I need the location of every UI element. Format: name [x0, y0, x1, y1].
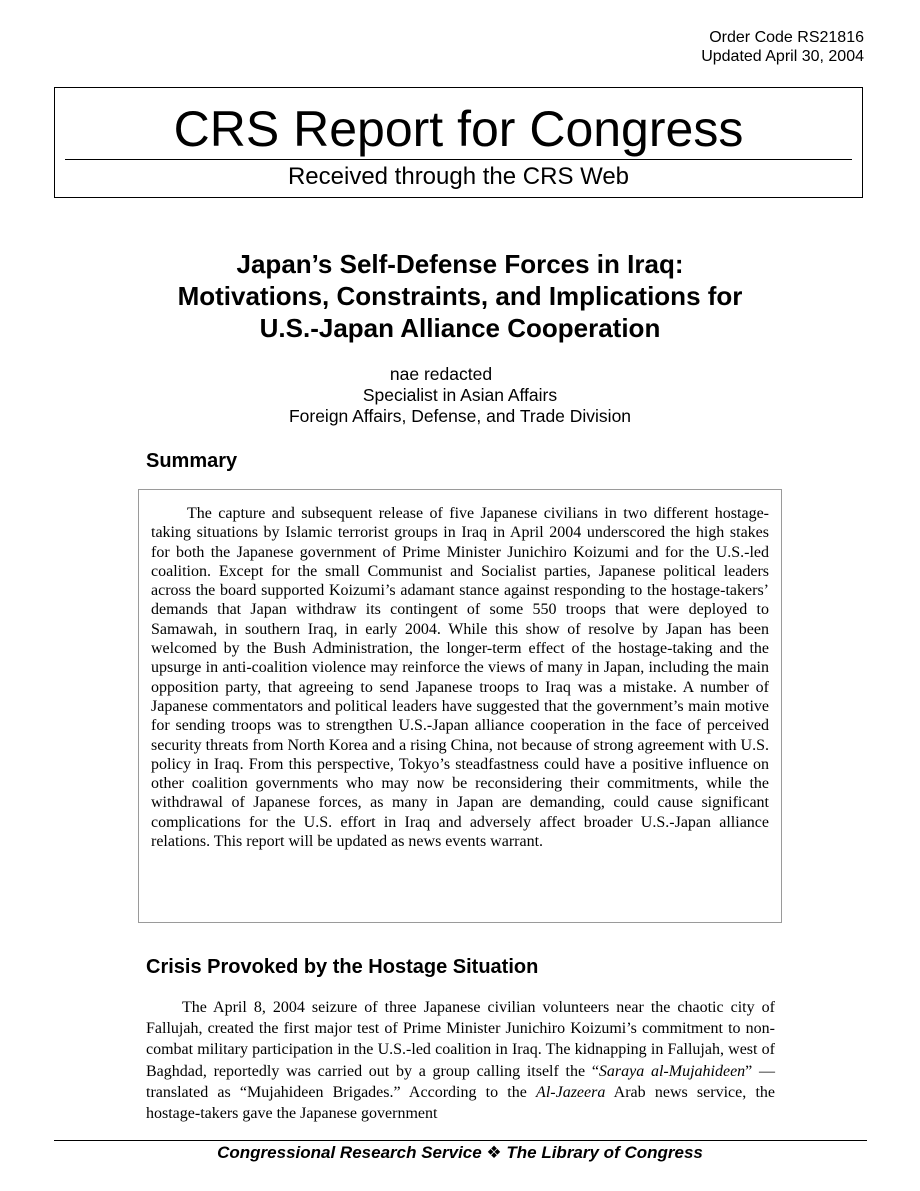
report-title: [60, 248, 860, 344]
report-title-line: Japan’s Self-Defense Forces in Iraq:: [236, 249, 684, 279]
crisis-text-part: ” — translated as “Mujahideen Brigades.” According to the: [146, 1062, 775, 1101]
order-code-block: [701, 28, 864, 66]
author-division: Foreign Affairs, Defense, and Trade Division: [288, 406, 632, 426]
footer-divider: [54, 1140, 867, 1141]
footer-text: Congressional Research Service ❖ The Library of Congress: [217, 1143, 703, 1162]
summary-heading: Summary: [146, 450, 238, 472]
updated-date: Updated April 30, 2004: [701, 48, 864, 65]
crisis-paragraph: [146, 997, 775, 1124]
summary-box: [138, 489, 782, 923]
crisis-text-part: Arab news service, the hostage-takers gave the Japanese government: [146, 1083, 775, 1123]
report-banner: [54, 87, 863, 198]
crisis-heading: Crisis Provoked by the Hostage Situation: [146, 956, 539, 978]
author-position: Specialist in Asian Affairs: [362, 385, 558, 405]
report-title-line: Motivations, Constraints, and Implications for: [177, 281, 743, 311]
banner-title: CRS Report for Congress: [173, 101, 744, 157]
banner-divider: [65, 159, 852, 160]
order-code: Order Code RS21816: [709, 29, 864, 46]
crisis-text-part: The April 8, 2004 seizure of three Japanese civilian volunteers near the chaotic city of Fallujah, created the first major test of Prime Minister Junichiro Koizumi’s commitment to non-combat military participation in the U.S.-led coalition in Iraq. The kidnapping in Fallujah, west of Baghdad, reportedly was carried out by a group calling itself the “: [146, 999, 775, 1080]
group-name: Saraya al-Mujahideen: [598, 1062, 746, 1080]
news-service-name: Al-Jazeera: [536, 1083, 606, 1101]
summary-text: The capture and subsequent release of five Japanese civilians in two different hostage-taking situations by Islamic terrorist groups in Iraq in April 2004 underscored the high stakes for both the Japanese government of Prime Minister Junichiro Koizumi and for the U.S.-led coalition. Except for the small Communist and Socialist parties, Japanese political leaders across the board supported Koizumi’s adamant stance against responding to the hostage-takers’ demands that Japan withdraw its contingent of some 550 troops that were deployed to Samawah, in southern Iraq, in early 2004. While this show of resolve by Japan has been welcomed by the Bush Administration, the longer-term effect of the hostage-taking and the upsurge in anti-coalition violence may reinforce the views of many in Japan, including the main opposition party, that agreeing to send Japanese troops to Iraq was a mistake. A number of Japanese commentators and political leaders have suggested that the government’s main motive for sending troops was to strengthen U.S.-Japan alliance cooperation in the face of perceived security threats from North Korea and a rising China, not because of strong agreement with U.S. policy in Iraq. From this perspective, Tokyo’s steadfastness could have a positive influence on other coalition governments who may now be reconsidering their commitments, while the withdrawal of Japanese forces, as many in Japan are demanding, could cause significant complications for the U.S. effort in Iraq and adversely affect broader U.S.-Japan alliance relations. This report will be updated as news events warrant.: [151, 505, 769, 851]
author-block: [0, 364, 920, 427]
banner-subtitle: Received through the CRS Web: [287, 163, 630, 190]
report-title-line: U.S.-Japan Alliance Cooperation: [259, 313, 661, 343]
author-name: nae redacted: [389, 364, 493, 384]
